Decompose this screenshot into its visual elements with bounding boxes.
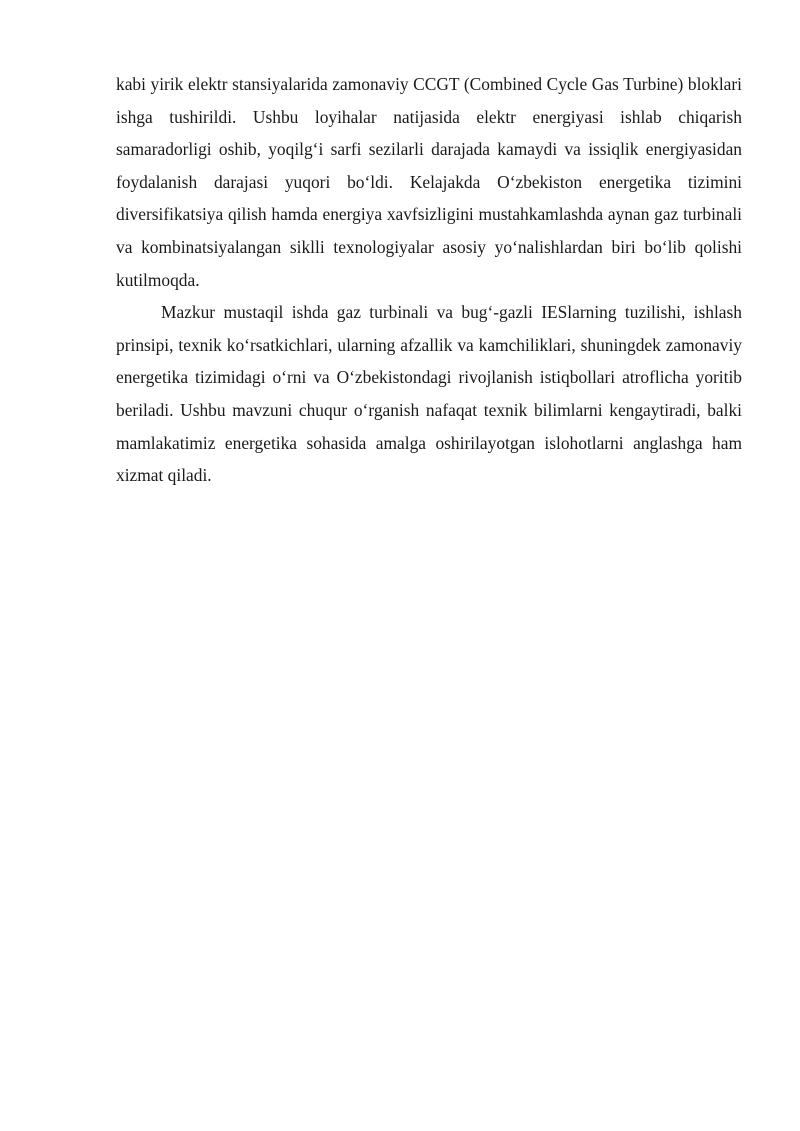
- paragraph-mazkur: Mazkur mustaqil ishda gaz turbinali va bug‘-gazli IESlarning tuzilishi, ishlash prinsipi, texnik ko‘rsatkichlari, ularning afzallik va kamchiliklari, shuningdek zamonaviy energetika tizimidagi o‘rni va O‘zbekistondagi rivojlanish istiqbollari atroflicha yoritib beriladi. Ushbu mavzuni chuqur o‘rganish nafaqat texnik bilimlarni kengaytiradi, balki mamlakatimiz energetika sohasida amalga oshirilayotgan islohotlarni anglashga ham xizmat qiladi.: [116, 302, 742, 486]
- body-text: [116, 68, 742, 492]
- paragraph-continuation: kabi yirik elektr stansiyalarida zamonaviy CCGT (Combined Cycle Gas Turbine) bloklari ishga tushirildi. Ushbu loyihalar natijasida elektr energiyasi ishlab chiqarish samaradorligi oshib, yoqilg‘i sarfi sezilarli darajada kamaydi va issiqlik energiyasidan foydalanish darajasi yuqori bo‘ldi. Kelajakda O‘zbekiston energetika tizimini diversifikatsiya qilish hamda energiya xavfsizligini mustahkamlashda aynan gaz turbinali va kombinatsiyalangan siklli texnologiyalar asosiy yo‘nalishlardan biri bo‘lib qolishi kutilmoqda.: [116, 74, 742, 290]
